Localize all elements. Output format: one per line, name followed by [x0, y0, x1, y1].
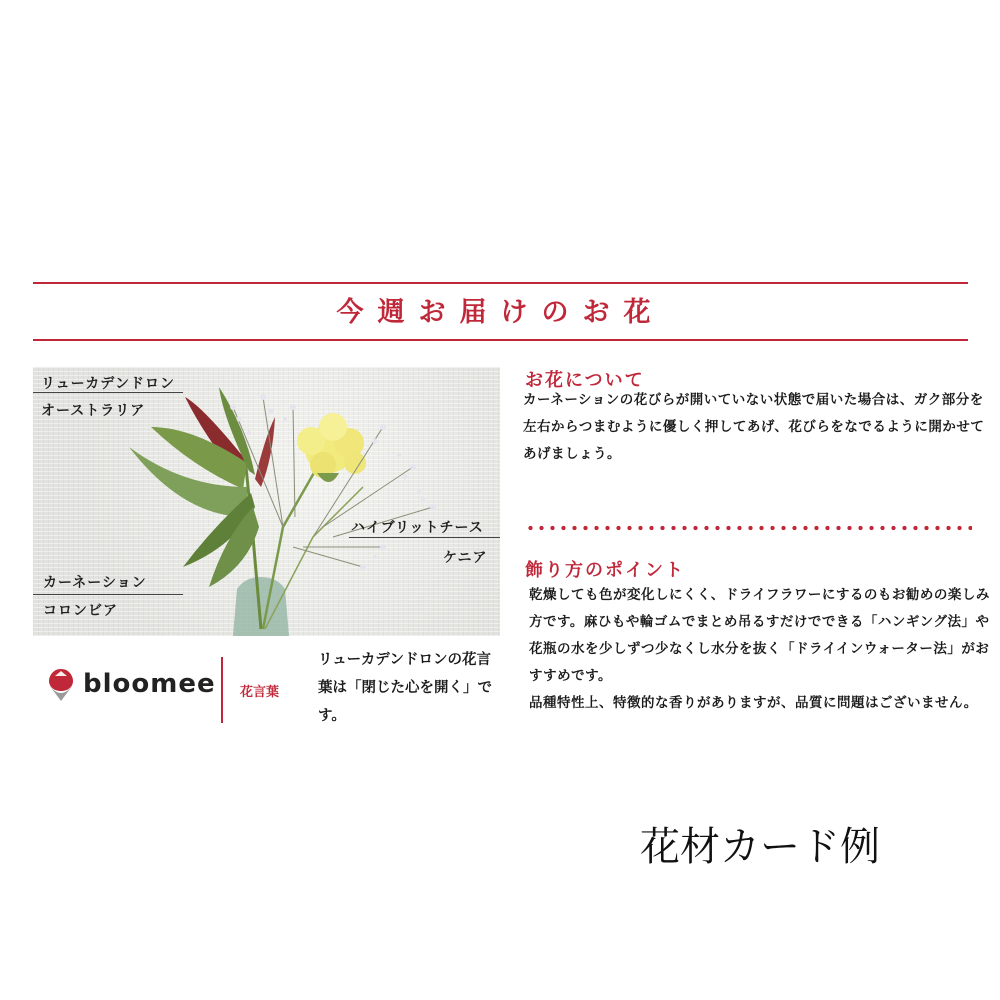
label-leucadendron-origin: オーストラリア [41, 403, 146, 419]
title-bottom-rule [33, 339, 968, 341]
flower-language-label: 花言葉 [240, 685, 280, 700]
label-leucadendron: リューカデンドロン [41, 376, 176, 392]
about-body: カーネーションの花びらが開いていない状態で届いた場合は、ガク部分を左右からつまむように優しく押してあげ、花びらをなでるように開かせてあげましょう。 [523, 392, 985, 462]
label-carnation-origin: コロンビア [43, 603, 118, 619]
brand-divider [221, 657, 223, 723]
decor-note: 品種特性上、特徴的な香りがありますが、品質に問題はございません。 [529, 695, 978, 711]
footer-caption: 花材カード例 [640, 824, 880, 870]
flower-language-text: リューカデンドロンの花言葉は「閉じた心を開く」です。 [318, 652, 492, 724]
section-dotted-divider [525, 524, 972, 532]
label-carnation: カーネーション [43, 575, 147, 591]
label-leucadendron-rule [33, 392, 183, 393]
decor-body: 乾燥しても色が変化しにくく、ドライフラワーにするのもお勧めの楽しみ方です。麻ひもや輪ゴムでまとめ吊るすだけでできる「ハンギング法」や花瓶の水を少しずつ少なくし水分を抜く「ドライインウォーター法」がおすすめです。 [529, 587, 990, 684]
flower-photo [33, 367, 500, 636]
title-top-rule [33, 282, 968, 284]
flower-logo-icon [47, 667, 75, 703]
decor-title: 飾り方のポイント [525, 560, 685, 581]
label-carnation-rule [33, 594, 183, 595]
label-hybrid-statice-rule [349, 537, 500, 538]
card-title: 今週お届けのお花 [336, 297, 665, 328]
label-hybrid-statice: ハイブリットチース [351, 520, 484, 536]
about-title: お花について [525, 370, 645, 391]
label-hybrid-statice-origin: ケニア [443, 550, 488, 566]
brand-name: bloomee [83, 669, 216, 699]
